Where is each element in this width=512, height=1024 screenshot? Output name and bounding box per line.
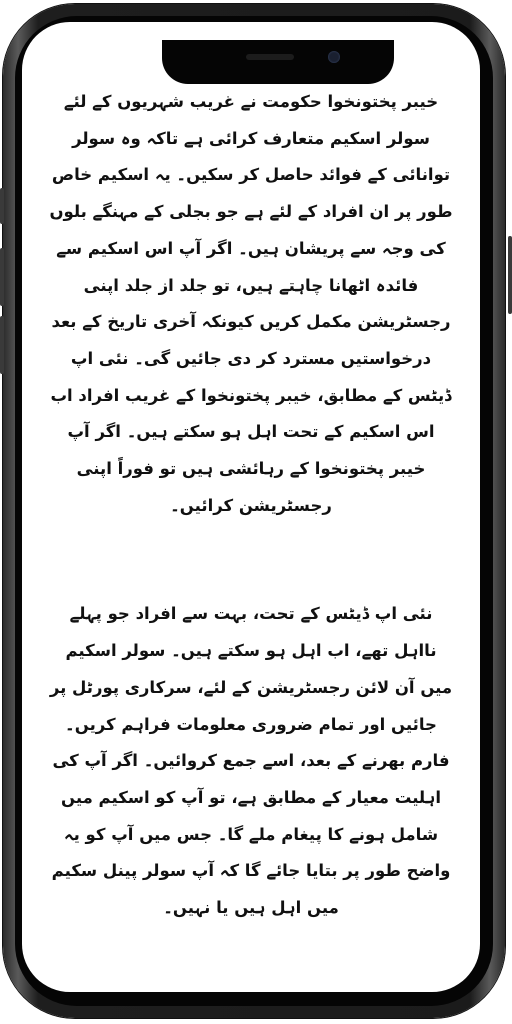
- volume-up-button: [0, 248, 4, 306]
- article-paragraph-2: نئی اپ ڈیٹس کے تحت، بہت سے افراد جو پہلے نااہل تھے، اب اہل ہو سکتے ہیں۔ سولر اسکیم میں آن لائن رجسٹریشن کے لئے، سرکاری پورٹل پر جائیں اور تمام ضروری معلومات فراہم کریں۔ فارم بھرنے کے بعد، اسے جمع کروائیں۔ اگر آپ کی اہلیت معیار کے مطابق ہے، تو آپ کو اسکیم میں شامل ہونے کا پیغام ملے گا۔ جس میں آپ کو یہ واضح طور پر بتایا جائے گا کہ آپ سولر پینل سکیم میں اہل ہیں یا نہیں۔: [49, 604, 453, 918]
- article-paragraph-1: خیبر پختونخوا حکومت نے غریب شہریوں کے لئے سولر اسکیم متعارف کرائی ہے تاکہ وہ سولر توانائی کے فوائد حاصل کر سکیں۔ یہ اسکیم خاص طور پر ان افراد کے لئے ہے جو بجلی کے مہنگے بلوں کی وجہ سے پریشان ہیں۔ اگر آپ اس اسکیم سے فائدہ اٹھانا چاہتے ہیں، تو جلد از جلد اپنی رجسٹریشن مکمل کریں کیونکہ آخری تاریخ کے بعد درخواستیں مسترد کر دی جائیں گی۔ نئی اپ ڈیٹس کے مطابق، خیبر پختونخوا کے غریب افراد اب اس اسکیم کے تحت اہل ہو سکتے ہیں۔ اگر آپ خیبر پختونخوا کے رہائشی ہیں تو فوراً اپنی رجسٹریشن کرائیں۔: [49, 92, 453, 515]
- notch: [162, 40, 394, 84]
- phone-screen: [22, 22, 480, 992]
- mute-switch: [0, 188, 4, 224]
- article-body: [48, 84, 454, 984]
- speaker-grille: [246, 54, 294, 60]
- front-camera-icon: [328, 51, 340, 63]
- volume-down-button: [0, 316, 4, 374]
- power-button: [508, 236, 512, 314]
